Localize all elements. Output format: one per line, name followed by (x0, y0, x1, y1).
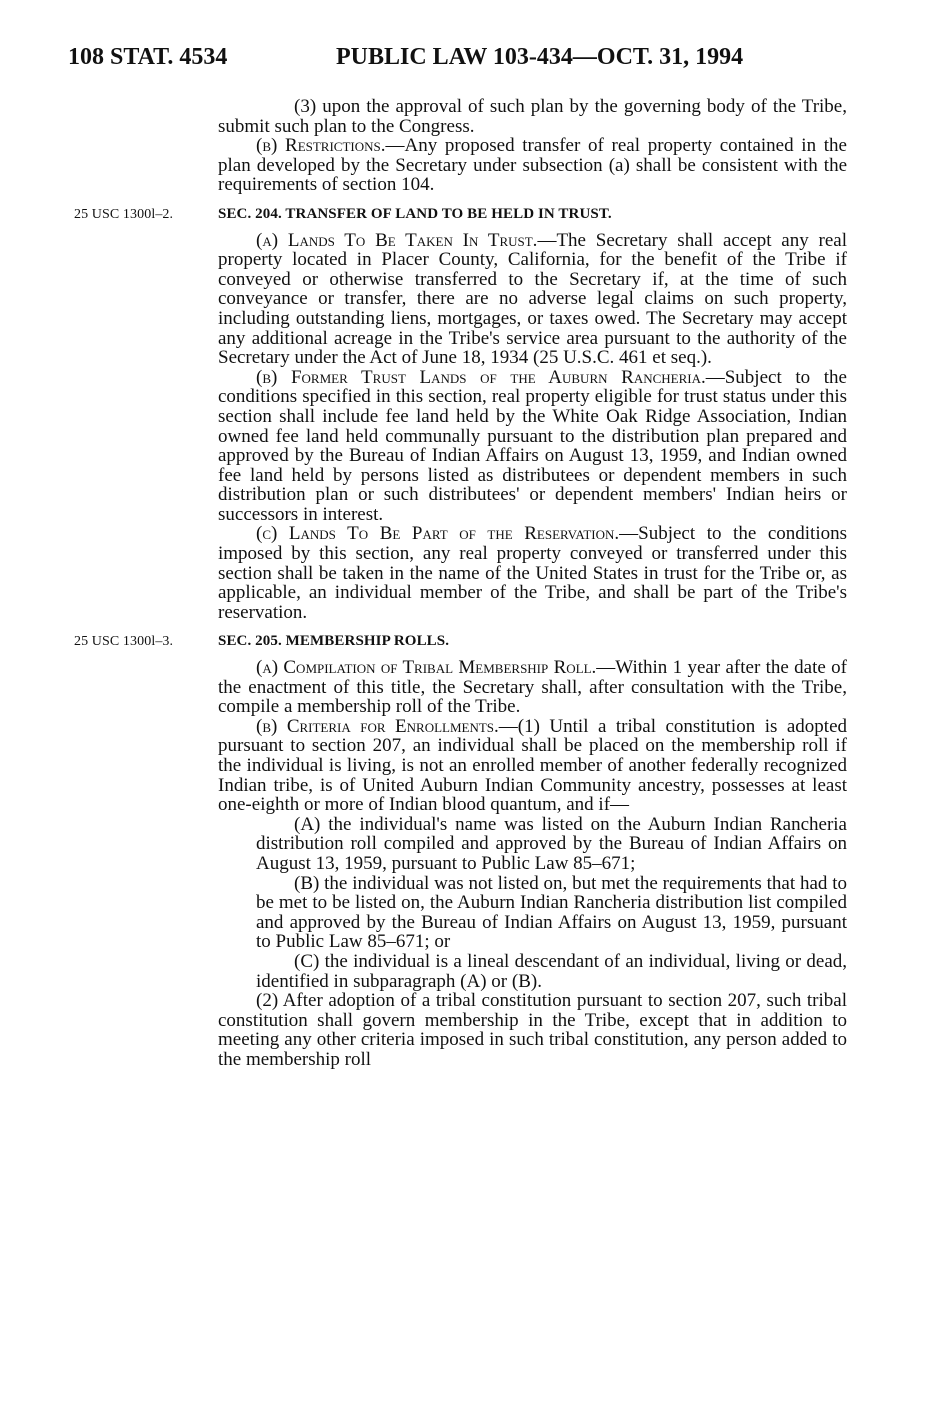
section-title: SEC. 204. TRANSFER OF LAND TO BE HELD IN TRUST. (218, 205, 612, 222)
sec204-subsection-a (218, 231, 847, 368)
public-law-heading: PUBLIC LAW 103-434—OCT. 31, 1994 (336, 44, 744, 70)
sec205-subsection-b (218, 717, 847, 815)
subparagraph-A: (A) the individual's name was listed on the Auburn Indian Rancheria distribution roll compiled and approved by the Bureau of Indian Affairs on August 13, 1959, pursuant to Public Law 85–671; (256, 813, 847, 874)
subsection-text: —The Secretary shall accept any real property located in Placer County, California, for the benefit of the Tribe if conveyed or otherwise transferred to the Secretary if, at the time of such conveyance or transfer, there are no adverse legal claims on such property, including outstanding liens, mortgages, or taxes owed. The Secretary may accept any additional acreage in the Tribe's service area pursuant to the authority of the Secretary under the Act of June 18, 1934 (25 U.S.C. 461 et seq.). (218, 229, 848, 369)
paragraph-a3: (3) upon the approval of such plan by the governing body of the Tribe, submit such plan to the Congress. (218, 96, 847, 137)
subsection-text: —Subject to the conditions imposed by this section, any real property conveyed or transferred under this section shall be taken in the name of the United States in trust for the Tribe or, as applicable, an individual member of the Tribe, and shall be part of the Tribe's reservation. (218, 523, 847, 623)
subparagraph-B: (B) the individual was not listed on, but met the requirements that had to be met to be listed on, the Auburn Indian Rancheria distribution list compiled and approved by the Bureau of Indian Affairs on August 13, 1959, pursuant to Public Law 85–671; or (256, 872, 847, 953)
subsection-heading: (b) Former Trust Lands of the Auburn Rancheria. (256, 366, 706, 388)
subsection-text: —Subject to the conditions specified in this section, real property eligible for trust status under this section shall include fee land held by the White Oak Ridge Association, Indian owned fee land held communally pursuant to the distribution plan prepared and approved by the Bureau of Indian Affairs on August 13, 1959, and Indian owned fee land held by persons listed as distributees or dependent members in such distribution plan or such distributees' or dependent members' Indian heirs or successors in interest. (218, 366, 847, 525)
subsection-heading: (b) Restrictions. (256, 135, 386, 157)
section-204-heading (74, 205, 847, 225)
subsection-heading: (a) Compilation of Tribal Membership Roll. (256, 657, 597, 679)
subsection-heading: (a) Lands To Be Taken In Trust. (256, 229, 538, 251)
subsection-text: —Any proposed transfer of real property contained in the plan developed by the Secretary under subsection (a) shall be consistent with the requirements of section 104. (218, 135, 847, 196)
sec204-subsection-c (218, 524, 847, 622)
section-205-heading (74, 632, 847, 652)
sec205-subsection-a (218, 658, 847, 717)
subsection-text: —(1) Until a tribal constitution is adopted pursuant to section 207, an individual shall be placed on the membership roll if the individual is living, is not an enrolled member of another federally recognized Indian tribe, is of United Auburn Indian Community ancestry, possesses at least one-eighth or more of Indian blood quantum, and if— (218, 715, 847, 816)
usc-citation-margin-note: 25 USC 1300l–3. (74, 634, 174, 650)
subsection-heading: (c) Lands To Be Part of the Reservation. (256, 523, 620, 545)
statute-page-number: 108 STAT. 4534 (68, 44, 228, 70)
document-body (74, 96, 848, 1070)
subsection-text: —Within 1 year after the date of the enactment of this title, the Secretary shall, after consultation with the Tribe, compile a membership roll of the Tribe. (218, 657, 847, 718)
sec204-subsection-b (218, 368, 847, 525)
usc-citation-margin-note: 25 USC 1300l–2. (74, 206, 174, 222)
subsection-heading: (b) Criteria for Enrollments. (256, 715, 499, 737)
subsection-b-restrictions (218, 136, 847, 195)
paragraph-2: (2) After adoption of a tribal constitution pursuant to section 207, such tribal constitution shall govern membership in the Tribe, except that in addition to meeting any other criteria imposed in such tribal constitution, any person added to the membership roll (218, 990, 847, 1070)
page-header (68, 44, 748, 80)
subparagraph-C: (C) the individual is a lineal descendant of an individual, living or dead, identified in subparagraph (A) or (B). (256, 950, 847, 992)
section-title: SEC. 205. MEMBERSHIP ROLLS. (218, 633, 450, 650)
